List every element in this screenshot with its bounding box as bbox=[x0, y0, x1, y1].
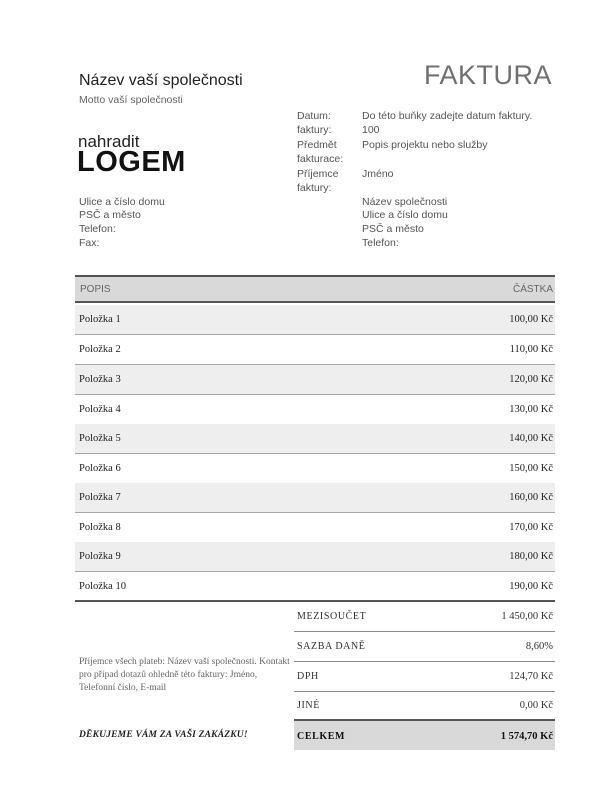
table-row bbox=[75, 542, 555, 572]
item-description: Položka 2 bbox=[79, 344, 121, 355]
summary-other-row bbox=[294, 690, 555, 721]
logo-placeholder-line1: nahradit bbox=[78, 132, 140, 151]
date-label: Datum: bbox=[297, 110, 331, 122]
summary-subtotal-row bbox=[294, 601, 555, 632]
subject-label: Předmět bbox=[297, 139, 337, 151]
sender-zip-city: PSČ a město bbox=[79, 209, 141, 221]
logo-placeholder-line2: LOGEM bbox=[77, 146, 186, 178]
items-table-header bbox=[75, 275, 555, 303]
item-description: Položka 3 bbox=[79, 374, 121, 385]
recipient-label-2: faktury: bbox=[297, 182, 332, 194]
total-value: 1 574,70 Kč bbox=[500, 731, 553, 742]
item-amount: 120,00 Kč bbox=[509, 374, 553, 385]
item-description: Položka 7 bbox=[79, 492, 121, 503]
item-amount: 190,00 Kč bbox=[509, 581, 553, 592]
recipient-zip-city: PSČ a město bbox=[362, 223, 424, 235]
item-description: Položka 8 bbox=[79, 522, 121, 533]
company-name: Název vaší společnosti bbox=[79, 72, 243, 89]
column-header-amount: ČÁSTKA bbox=[512, 284, 553, 295]
recipient-label: Příjemce bbox=[297, 168, 339, 180]
table-row bbox=[75, 572, 555, 602]
invoice-title: FAKTURA bbox=[423, 60, 552, 90]
table-row bbox=[75, 335, 555, 365]
item-description: Položka 5 bbox=[79, 433, 121, 444]
other-value: 0,00 Kč bbox=[519, 700, 553, 711]
tax-rate-label: SAZBA DANĚ bbox=[297, 641, 366, 652]
summary-vat-row bbox=[294, 661, 555, 692]
item-amount: 130,00 Kč bbox=[509, 404, 553, 415]
summary-tax-rate-row bbox=[294, 631, 555, 662]
date-value: Do této buňky zadejte datum faktury. bbox=[362, 110, 533, 122]
recipient-street: Ulice a číslo domu bbox=[362, 209, 448, 221]
company-motto: Motto vaší společnosti bbox=[79, 94, 183, 106]
item-description: Položka 4 bbox=[79, 404, 121, 415]
table-row bbox=[75, 305, 555, 335]
subject-value: Popis projektu nebo služby bbox=[362, 139, 488, 151]
invoice-number-label: faktury: bbox=[297, 124, 332, 136]
item-amount: 170,00 Kč bbox=[509, 522, 553, 533]
subtotal-label: MEZISOUČET bbox=[297, 611, 367, 622]
thank-you-message: DĚKUJEME VÁM ZA VAŠI ZAKÁZKU! bbox=[79, 730, 248, 740]
item-amount: 150,00 Kč bbox=[509, 463, 553, 474]
item-description: Položka 10 bbox=[79, 581, 126, 592]
tax-rate-value: 8,60% bbox=[525, 641, 553, 652]
table-row bbox=[75, 395, 555, 425]
item-amount: 180,00 Kč bbox=[509, 551, 553, 562]
item-amount: 160,00 Kč bbox=[509, 492, 553, 503]
item-description: Položka 6 bbox=[79, 463, 121, 474]
sender-phone: Telefon: bbox=[79, 223, 116, 235]
recipient-company: Název společnosti bbox=[362, 196, 448, 208]
table-row bbox=[75, 483, 555, 513]
invoice-number-value: 100 bbox=[362, 124, 380, 136]
payment-note: Příjemce všech plateb: Název vaší společnosti. Kontakt pro případ dotazů ohledně této faktury: Jméno, Telefonní číslo, E-mail bbox=[79, 657, 290, 693]
item-description: Položka 1 bbox=[79, 314, 121, 325]
item-amount: 110,00 Kč bbox=[509, 344, 553, 355]
item-amount: 100,00 Kč bbox=[509, 314, 553, 325]
table-row bbox=[75, 513, 555, 543]
total-label: CELKEM bbox=[297, 731, 346, 742]
subtotal-value: 1 450,00 Kč bbox=[501, 611, 553, 622]
table-row bbox=[75, 424, 555, 454]
subject-label-2: fakturace: bbox=[297, 153, 344, 165]
sender-street: Ulice a číslo domu bbox=[79, 196, 165, 208]
item-description: Položka 9 bbox=[79, 551, 121, 562]
sender-fax: Fax: bbox=[79, 237, 100, 249]
recipient-phone: Telefon: bbox=[362, 237, 399, 249]
recipient-name: Jméno bbox=[362, 168, 394, 180]
column-header-description: POPIS bbox=[80, 284, 111, 295]
vat-value: 124,70 Kč bbox=[509, 671, 553, 682]
table-row bbox=[75, 365, 555, 395]
table-row bbox=[75, 454, 555, 484]
vat-label: DPH bbox=[297, 671, 319, 682]
item-amount: 140,00 Kč bbox=[509, 433, 553, 444]
summary-total-row bbox=[294, 719, 555, 750]
other-label: JINÉ bbox=[297, 700, 320, 711]
